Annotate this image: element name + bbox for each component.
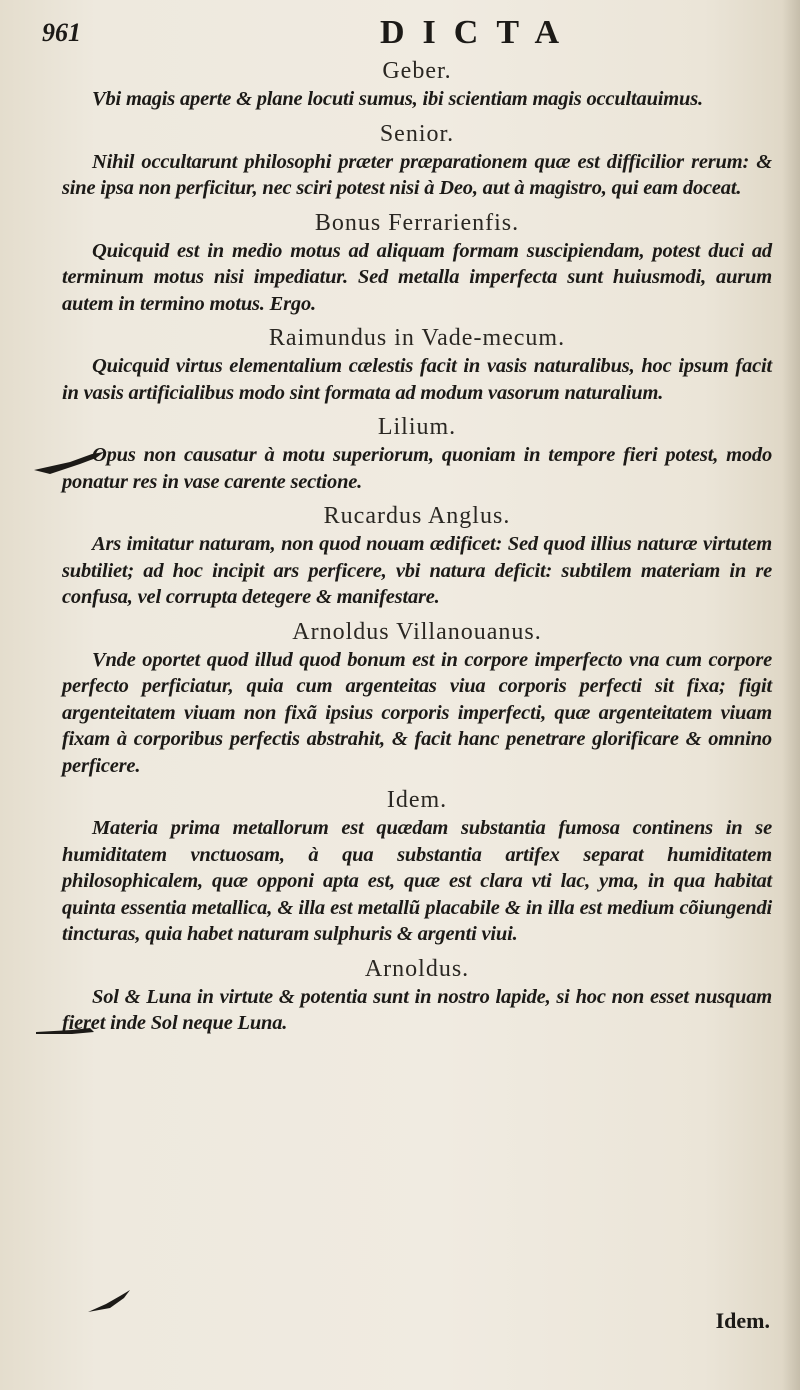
entry-text: Vnde oportet quod illud quod bonum est in corpore imperfecto vna cum corpore perfecto perficiatur, quia cum argenteitas viua corporis perfecti sit fixa; figit argenteitatem viuam non fixã ipsius corporis imperfecti, quæ argenteitatem viuam fixam à corporibus perfectis abstrahit, & facit hanc penetrare glorificare & omnino perficere. [62, 648, 772, 777]
entry-text: Quicquid est in medio motus ad aliquam formam suscipiendam, potest duci ad terminum motus nisi impediatur. Sed metalla imperfecta sunt huiusmodi, aurum autem in termino motus. Ergo. [62, 239, 772, 315]
catchword: Idem. [715, 1308, 770, 1333]
entry-author: Rucardus Anglus. [323, 503, 511, 529]
entry-author: Arnoldus. [364, 955, 470, 982]
page-body [62, 56, 772, 1043]
entry-senior [62, 119, 772, 202]
entry-raimundus [62, 323, 772, 406]
entry-author: Bonus Ferrarienfis. [314, 209, 520, 236]
entry-bonus [62, 208, 772, 318]
entry-arnoldus [62, 954, 772, 1037]
page-number: 961 [42, 18, 81, 47]
page-header [0, 14, 800, 54]
entry-text: Quicquid virtus elementalium cælestis facit in vasis naturalibus, hoc ipsum facit in vasis artificialibus modo sint formata ad modum vasorum naturalium. [62, 355, 772, 404]
entry-text: Vbi magis aperte & plane locuti sumus, ibi scientiam magis occultauimus. [92, 88, 703, 110]
entry-text: Sol & Luna in virtute & potentia sunt in nostro lapide, si hoc non esset nusquam fieret inde Sol neque Luna. [62, 985, 772, 1034]
entry-author: Idem. [386, 787, 448, 813]
entry-text: Opus non causatur à motu superiorum, quoniam in tempore fieri potest, modo ponatur res in vase carente sectione. [62, 444, 772, 493]
entry-idem [62, 785, 772, 948]
entry-author: Arnoldus Villanouanus. [292, 618, 542, 645]
entry-rucardus [62, 501, 772, 611]
entry-author: Lilium. [377, 414, 457, 440]
entry-geber [62, 56, 772, 113]
entry-arnoldus-villanouanus [62, 617, 772, 780]
entry-text: Ars imitatur naturam, non quod nouam ædificet: Sed quod illius naturæ virtutem subtiliet; ad hoc incipit ars perficere, vbi natura deficit: subtilem materiam in re confusa, vel corrupta detegere & manifestare. [62, 533, 772, 608]
running-head: DICTA [380, 14, 578, 51]
entry-author: Raimundus in Vade-mecum. [268, 325, 566, 351]
pointing-hand-icon [86, 1286, 166, 1316]
entry-lilium [62, 412, 772, 495]
page-edge-shadow [782, 0, 800, 1390]
entry-text: Materia prima metallorum est quædam substantia fumosa continens in se humiditatem vnctuosam, à qua substantia artifex separat humiditatem philosophicalem, quæ opponi apta est, quæ est clara vti lac, yma, in qua habitat quinta essentia metallica, & illa est metallũ placabile & in illa est medium cõiungendi tincturas, quia habet naturam sulphuris & argenti viui. [62, 817, 772, 945]
entry-text: Nihil occultarunt philosophi præter præparationem quæ est difficilior rerum: & sine ipsa non perficitur, nec sciri potest nisi à Deo, aut à magistro, qui eam doceat. [62, 150, 772, 199]
entry-author: Senior. [379, 120, 455, 147]
entry-author: Geber. [382, 58, 452, 84]
